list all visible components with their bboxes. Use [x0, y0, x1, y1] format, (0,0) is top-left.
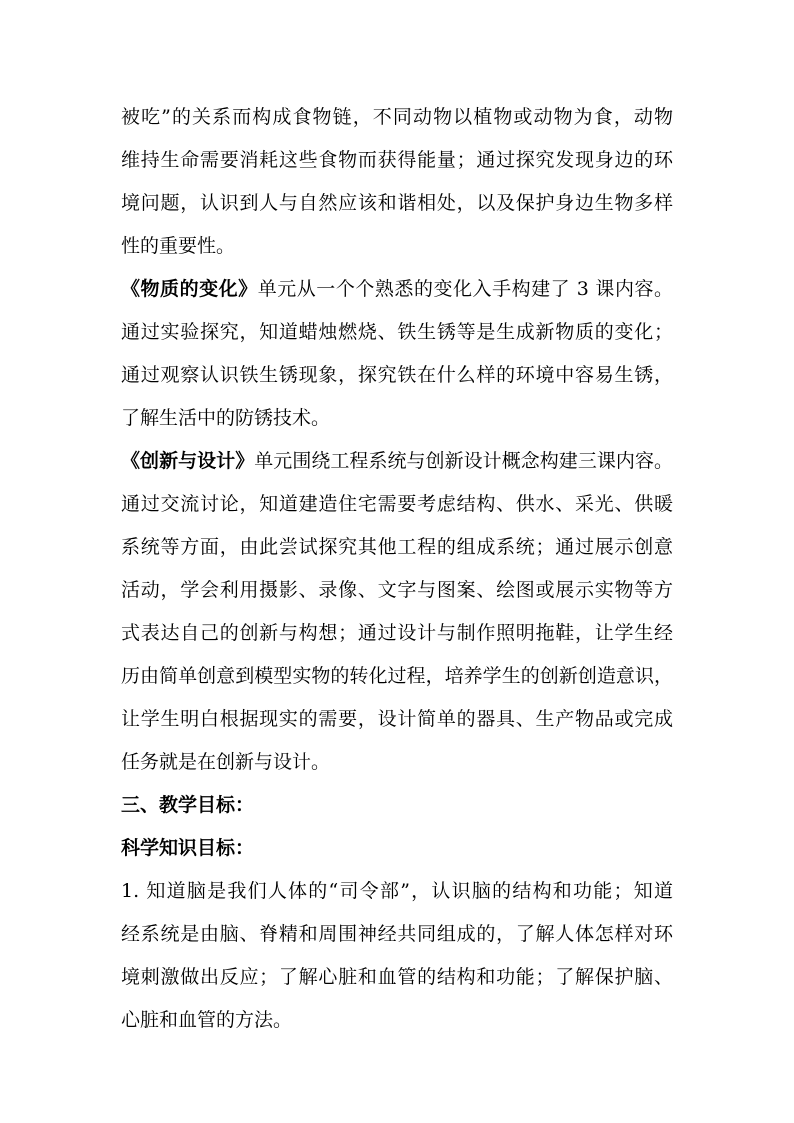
paragraph-matter-change-line-1: [121, 276, 673, 302]
unit-title-matter-change: 《物质的变化》: [121, 278, 258, 300]
paragraph-innovation-line-3: 系统等方面，由此尝试探究其他工程的组成系统；通过展示创意: [121, 536, 673, 558]
paragraph-innovation-line-5: 式表达自己的创新与构想；通过设计与制作照明拖鞋，让学生经: [121, 622, 673, 644]
subsection-heading-science-knowledge: 科学知识目标：: [121, 837, 255, 859]
paragraph-innovation-line-4: 活动，学会利用摄影、录像、文字与图案、绘图或展示实物等方: [121, 579, 673, 601]
paragraph-innovation-line-7: 让学生明白根据现实的需要，设计简单的器具、生产物品或完成: [121, 708, 673, 730]
objective-item-1-line-3: 境刺激做出反应；了解心脏和血管的结构和功能；了解保护脑、: [121, 966, 673, 988]
paragraph-matter-change-line-4: 了解生活中的防锈技术。: [121, 407, 331, 429]
unit-title-innovation-design: 《创新与设计》: [121, 450, 255, 472]
objective-item-1-line-4: 心脏和血管的方法。: [121, 1009, 293, 1031]
objective-item-1-line-2: 经系统是由脑、脊精和周围神经共同组成的，了解人体怎样对环: [121, 923, 673, 945]
paragraph-matter-change-intro: 单元从一个个熟悉的变化入手构建了 3 课内容。: [257, 278, 673, 300]
paragraph-food-chain-line-4: 性的重要性。: [121, 235, 236, 257]
paragraph-innovation-intro: 单元围绕工程系统与创新设计概念构建三课内容。: [254, 450, 673, 472]
section-heading-teaching-objectives: 三、教学目标：: [121, 794, 255, 816]
paragraph-matter-change-line-2: 通过实验探究，知道蜡烛燃烧、铁生锈等是生成新物质的变化；: [121, 321, 673, 343]
paragraph-innovation-line-6: 历由简单创意到模型实物的转化过程，培养学生的创新创造意识，: [121, 665, 673, 687]
objective-item-1-line-1: 1. 知道脑是我们人体的“司令部”，认识脑的结构和功能；知道: [121, 880, 673, 902]
paragraph-innovation-line-8: 任务就是在创新与设计。: [121, 751, 331, 773]
paragraph-food-chain-line-2: 维持生命需要消耗这些食物而获得能量；通过探究发现身边的环: [121, 149, 673, 171]
paragraph-innovation-line-1: [121, 448, 673, 474]
paragraph-innovation-line-2: 通过交流讨论，知道建造住宅需要考虑结构、供水、采光、供暖: [121, 493, 673, 515]
paragraph-matter-change-line-3: 通过观察认识铁生锈现象，探究铁在什么样的环境中容易生锈，: [121, 364, 673, 386]
paragraph-food-chain-line-1: 被吃”的关系而构成食物链，不同动物以植物或动物为食，动物: [121, 106, 673, 128]
paragraph-food-chain-line-3: 境问题，认识到人与自然应该和谐相处，以及保护身边生物多样: [121, 192, 673, 214]
